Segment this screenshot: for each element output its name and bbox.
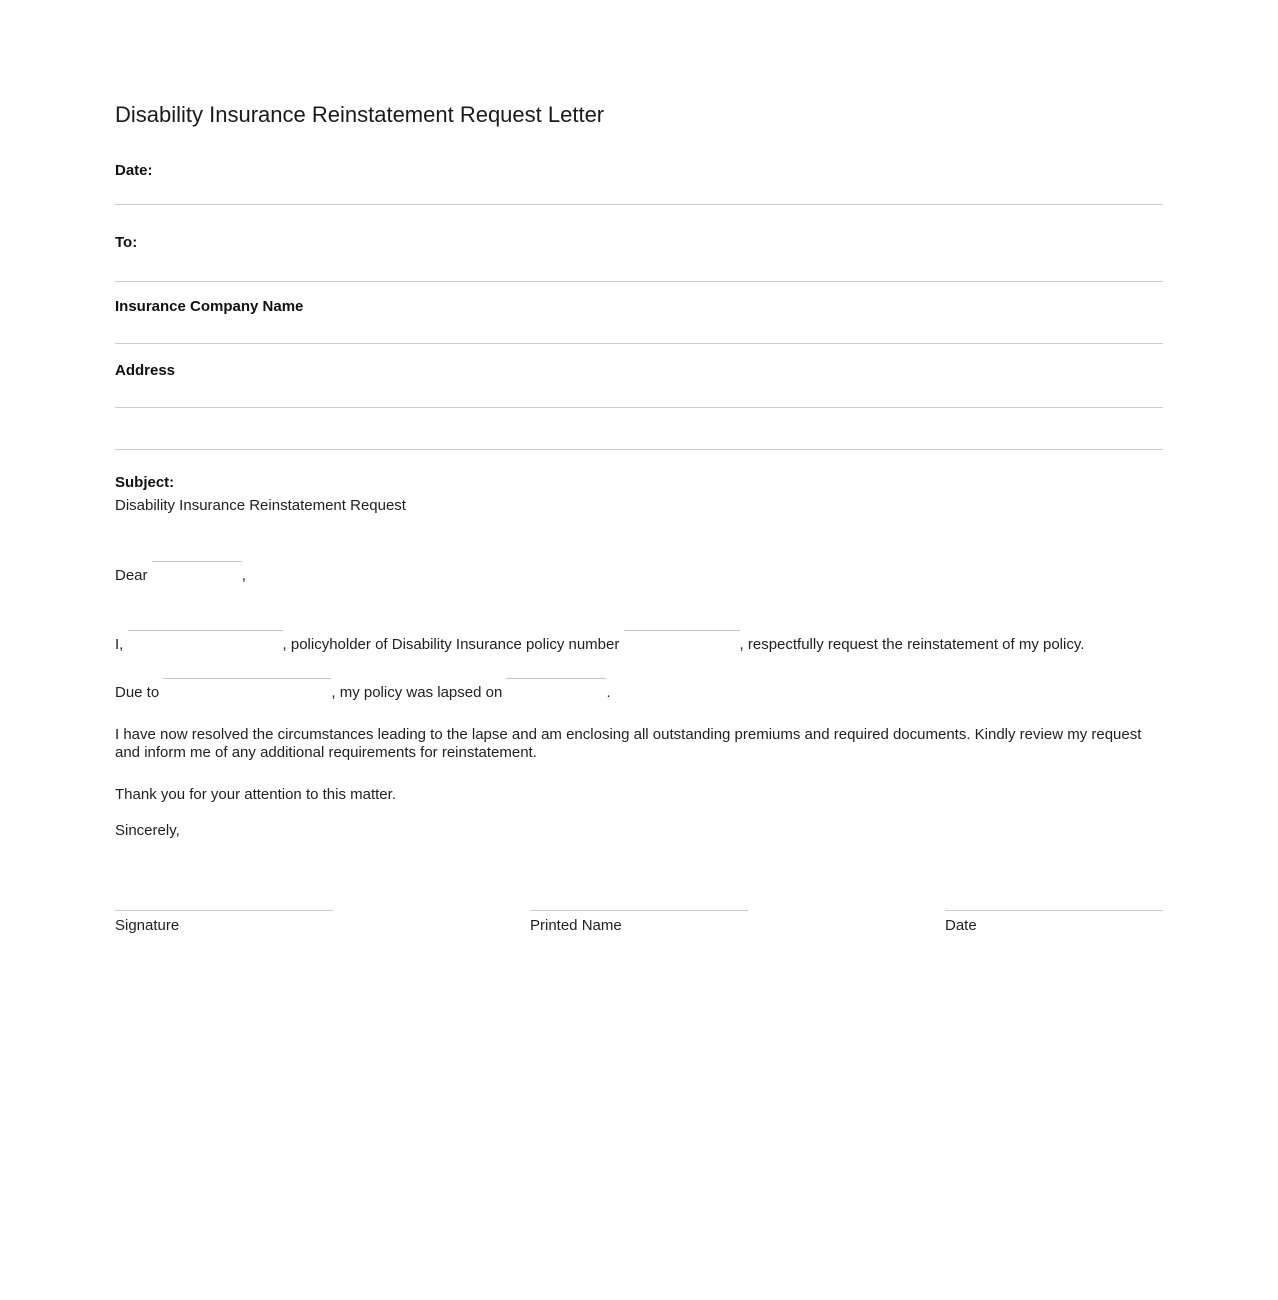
salutation-line (115, 561, 1163, 585)
recipient-name-blank (152, 561, 242, 580)
to-field-label: To: (115, 234, 138, 251)
lapse-date-blank (506, 678, 606, 697)
letter-content (115, 0, 1163, 935)
company-ruled-line (115, 343, 1163, 344)
signature-column (115, 910, 333, 935)
address-field-label: Address (115, 362, 176, 379)
para1-suffix: , respectfully request the reinstatement of my policy. (739, 636, 1085, 653)
printed-name-column (530, 910, 748, 935)
resolution-paragraph: I have now resolved the circumstances leading to the lapse and am enclosing all outstanding premiums and required documents. Kindly review my request and inform me of any additional requirements for reinstatement. (115, 726, 1142, 761)
para1-mid: , policyholder of Disability Insurance policy number (282, 636, 620, 653)
page-title: Disability Insurance Reinstatement Request Letter (115, 102, 605, 127)
para1-prefix: I, (115, 636, 124, 653)
date-column (945, 910, 1163, 935)
policy-number-blank (624, 630, 740, 649)
date-field-label: Date: (115, 162, 153, 179)
subject-value: Disability Insurance Reinstatement Request (115, 497, 406, 514)
thanks-line: Thank you for your attention to this matter. (115, 786, 396, 803)
address-ruled-line-1 (115, 407, 1163, 408)
date-ruled-line-signature (945, 910, 1163, 911)
date-label: Date (945, 917, 977, 934)
signature-label: Signature (115, 917, 180, 934)
para2-mid: , my policy was lapsed on (331, 684, 503, 701)
salutation-prefix: Dear (115, 567, 148, 584)
lapse-paragraph (115, 678, 1163, 702)
policyholder-name-blank (128, 630, 283, 649)
para2-prefix: Due to (115, 684, 160, 701)
date-ruled-line (115, 204, 1163, 205)
signature-block (115, 910, 1163, 935)
printed-name-label: Printed Name (530, 917, 622, 934)
signature-ruled-line (115, 910, 333, 911)
lapse-reason-blank (163, 678, 331, 697)
to-ruled-line (115, 281, 1163, 282)
company-field-label: Insurance Company Name (115, 298, 304, 315)
printed-name-ruled-line (530, 910, 748, 911)
address-ruled-line-2 (115, 449, 1163, 450)
salutation-suffix: , (241, 567, 246, 584)
subject-field-label: Subject: (115, 474, 175, 491)
closing-line: Sincerely, (115, 822, 180, 839)
para2-suffix: . (606, 684, 611, 701)
request-paragraph (115, 630, 1163, 654)
